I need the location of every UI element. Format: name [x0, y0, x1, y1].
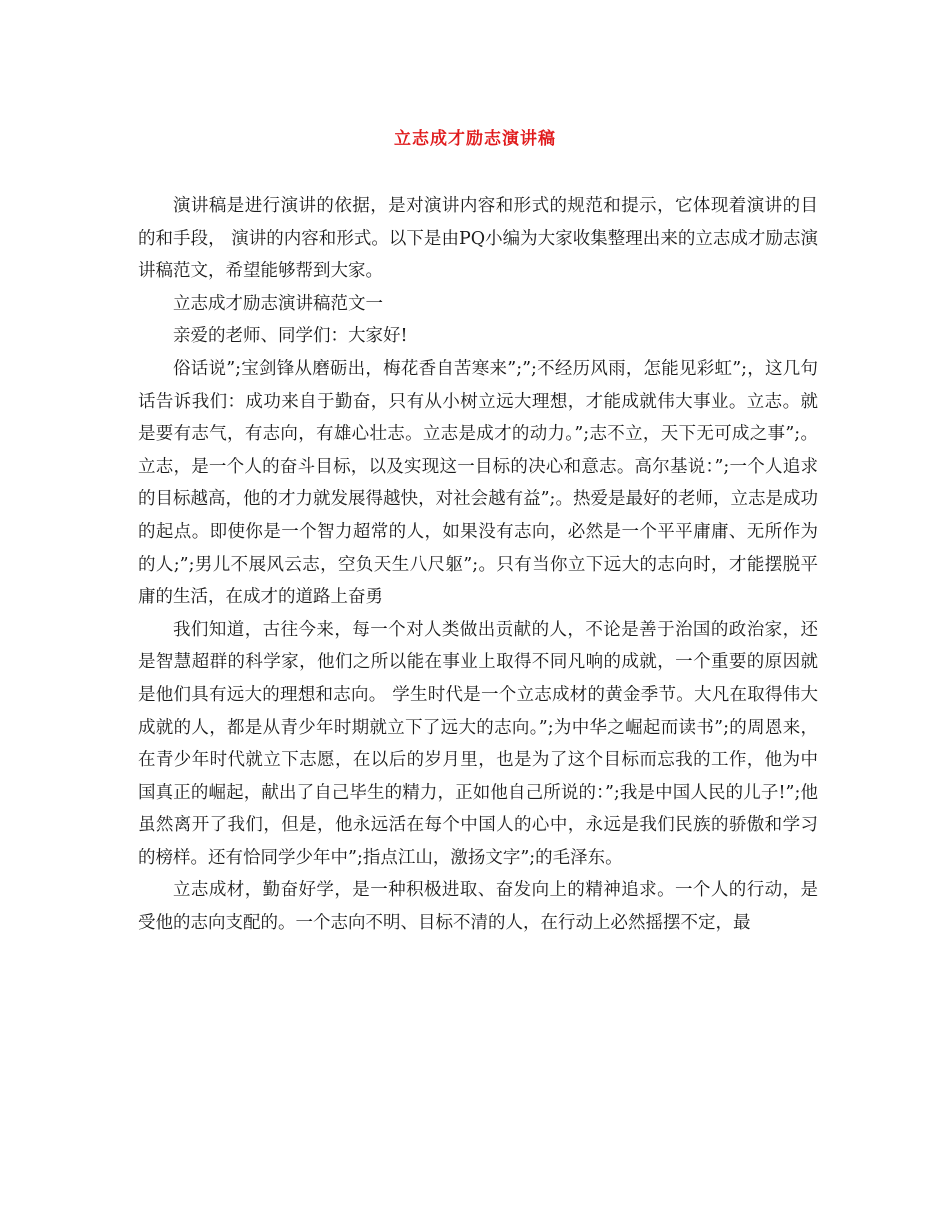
paragraph-body-3: 立志成材，勤奋好学，是一种积极进取、奋发向上的精神追求。一个人的行动，是受他的志向支配的。一个志向不明、目标不清的人，在行动上必然摇摆不定，最	[138, 880, 818, 934]
paragraph-intro: 演讲稿是进行演讲的依据，是对演讲内容和形式的规范和提示，它体现着演讲的目的和手段， 演讲的内容和形式。以下是由PQ小编为大家收集整理出来的立志成才励志演讲稿范文，希望能够帮到大家。	[138, 196, 818, 282]
paragraph-greeting: 亲爱的老师、同学们：大家好!	[173, 326, 408, 347]
paragraph-section-heading: 立志成才励志演讲稿范文一	[173, 293, 383, 314]
paragraph-body-2: 我们知道，古往今来，每一个对人类做出贡献的人，不论是善于治国的政治家，还是智慧超群的科学家，他们之所以能在事业上取得不同凡响的成就，一个重要的原因就是他们具有远大的理想和志向。 学生时代是一个立志成材的黄金季节。大凡在取得伟大成就的人，都是从青少年时期就立下了远大的志向。”;为中华之崛起而读书”;的周恩来，在青少年时代就立下志愿，在以后的岁月里，也是为了这个目标而忘我的工作，他为中国真正的崛起，献出了自己毕生的精力，正如他自己所说的：”;我是中国人民的儿子!”;他虽然离开了我们，但是，他永远活在每个中国人的心中，永远是我们民族的骄傲和学习的榜样。还有恰同学少年中”;指点江山，激扬文字”;的毛泽东。	[138, 619, 818, 868]
document-title: 立志成才励志演讲稿	[394, 129, 556, 149]
paragraph-body-1: 俗话说”;宝剑锋从磨砺出，梅花香自苦寒来”;”;不经历风雨，怎能见彩虹”;，这几句话告诉我们：成功来自于勤奋，只有从小树立远大理想，才能成就伟大事业。立志。就是要有志气，有志向，有雄心壮志。立志是成才的动力。”;志不立，天下无可成之事”;。立志，是一个人的奋斗目标，以及实现这一目标的决心和意志。高尔基说：”;一个人追求的目标越高，他的才力就发展得越快，对社会越有益”;。热爱是最好的老师，立志是成功的起点。即使你是一个智力超常的人，如果没有志向，必然是一个平平庸庸、无所作为的人;”;男儿不展风云志，空负天生八尺躯”;。只有当你立下远大的志向时，才能摆脱平庸的生活，在成才的道路上奋勇	[138, 358, 818, 608]
document-body	[138, 190, 818, 940]
